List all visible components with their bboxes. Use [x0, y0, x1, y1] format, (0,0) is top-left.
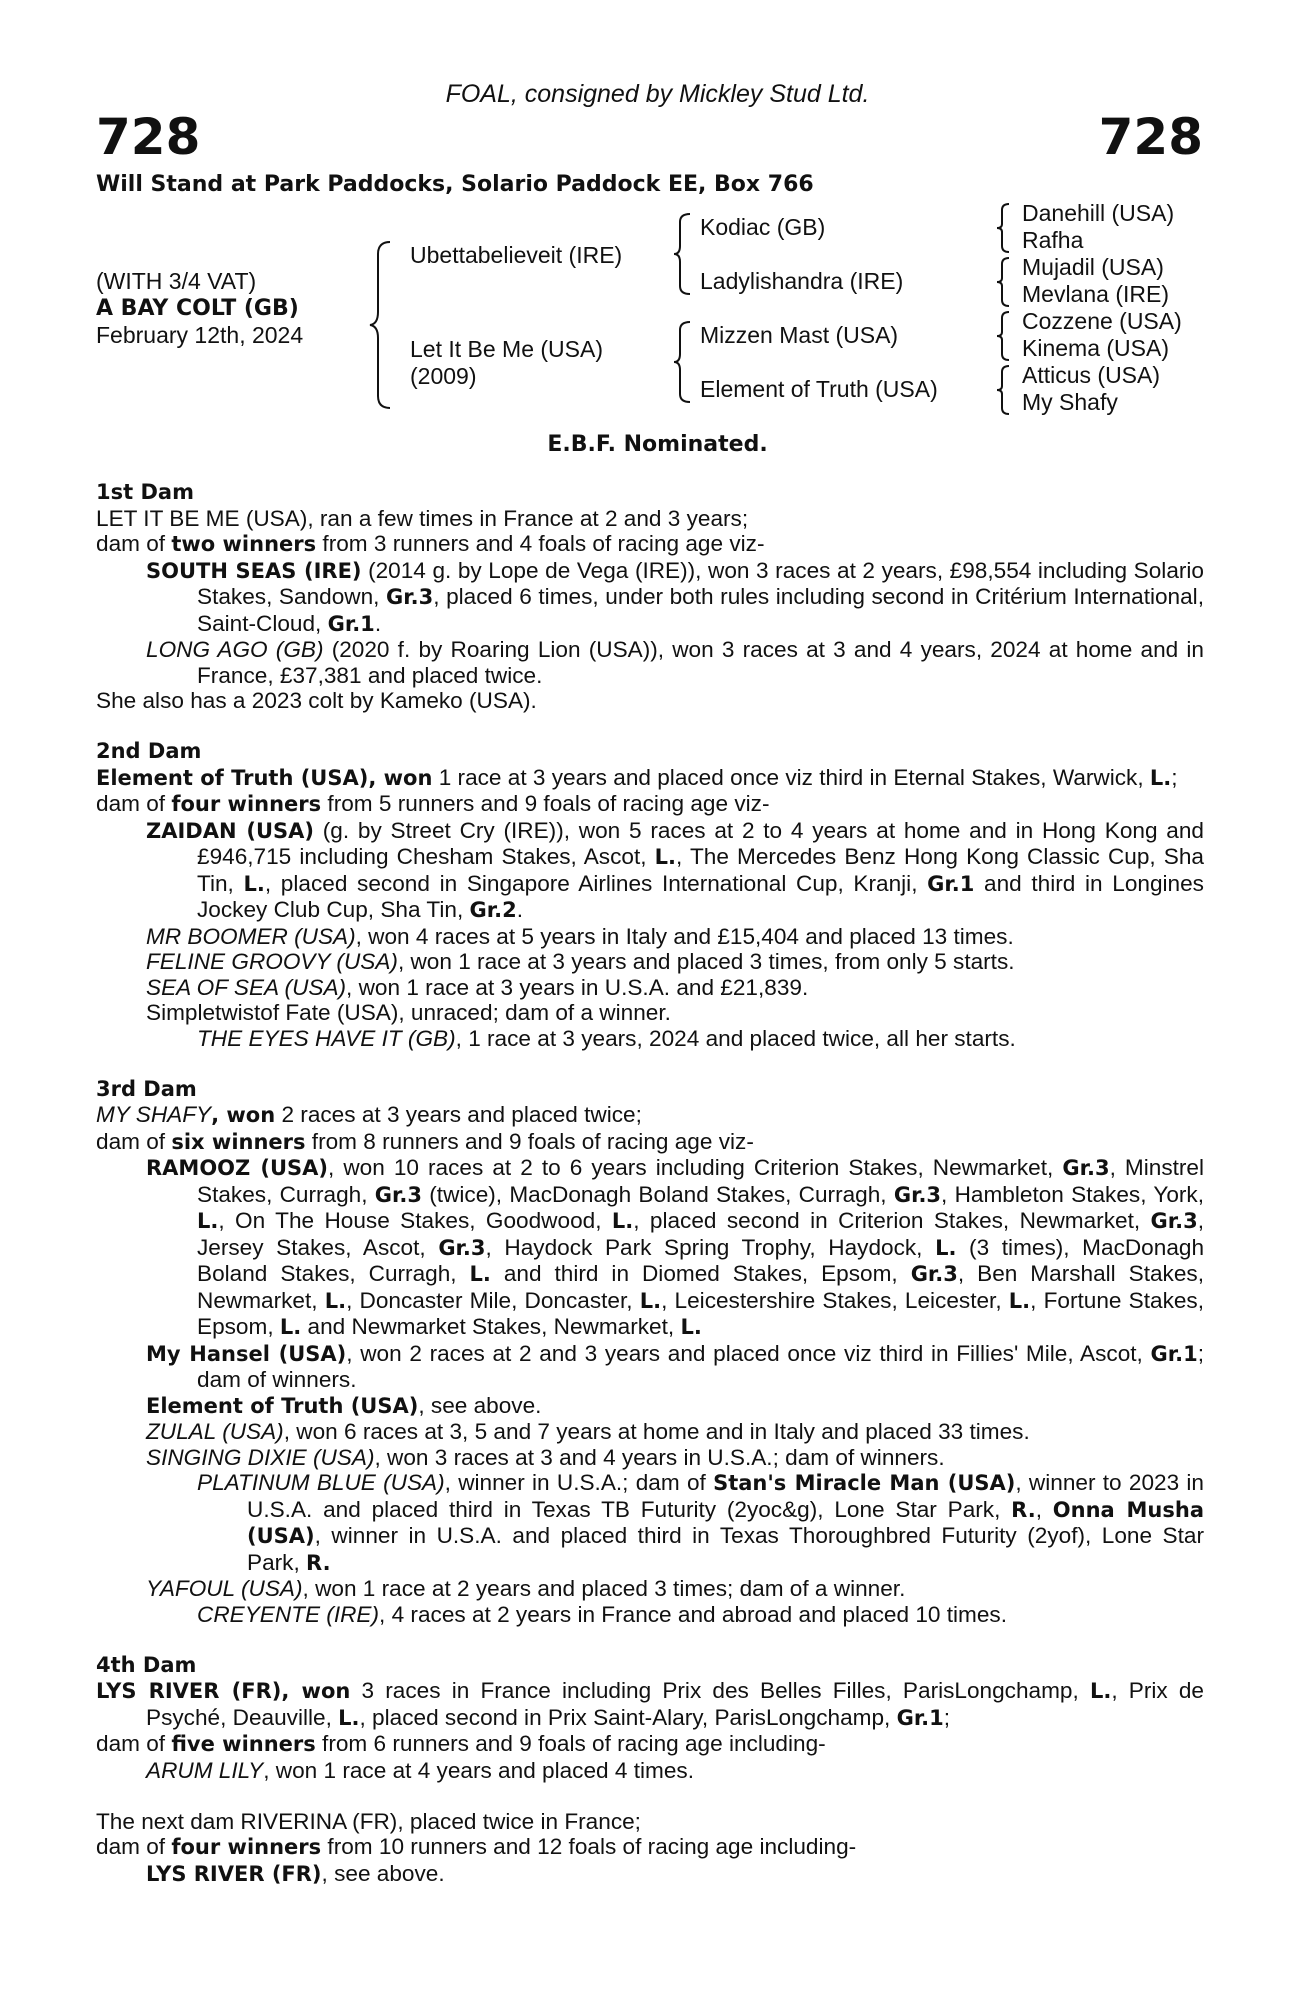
pedigree-brace-g4	[995, 364, 1013, 416]
horse-name: SINGING DIXIE (USA)	[146, 1444, 375, 1470]
pedigree-brace-g1	[995, 202, 1013, 254]
horse-name: RAMOOZ (USA)	[146, 1156, 328, 1180]
lot-number-left: 728	[96, 108, 201, 166]
third-dam-heading: 3rd Dam	[96, 1076, 197, 1101]
first-dam-intro: LET IT BE ME (USA), ran a few times in France at 2 and 3 years;	[96, 505, 749, 531]
second-dam-heading: 2nd Dam	[96, 739, 202, 763]
grand-produce-entry: THE EYES HAVE IT (GB), 1 race at 3 years, 2024 and placed twice, all her starts.	[197, 1025, 1016, 1051]
produce-entry: SEA OF SEA (USA), won 1 race at 3 years in U.S.A. and £21,839.	[146, 974, 809, 1000]
ancestor-g5: Cozzene (USA)	[1022, 308, 1182, 334]
sire-sire: Kodiac (GB)	[700, 214, 826, 240]
sire: Ubettabelieveit (IRE)	[410, 242, 623, 268]
produce-entry: ARUM LILY, won 1 race at 4 years and placed 4 times.	[146, 1757, 694, 1783]
second-dam-intro: Element of Truth (USA), won 1 race at 3 years and placed once viz third in Eternal Stakes, Warwick, L.;	[96, 764, 1178, 790]
ancestor-g8: My Shafy	[1022, 389, 1118, 415]
ancestor-g2: Rafha	[1022, 227, 1084, 253]
produce-entry: Element of Truth (USA), see above.	[146, 1392, 542, 1418]
catalogue-body	[96, 480, 1204, 1887]
pedigree-brace-g2	[995, 256, 1013, 308]
ancestor-g4: Mevlana (IRE)	[1022, 281, 1169, 307]
grand-produce-entry: PLATINUM BLUE (USA), winner in U.S.A.; dam of Stan's Miracle Man (USA), winner to 2023 in U.S.A. and placed third in Texas TB Futurity (2yoc&g), Lone Star Park, R., Onna Musha (USA), winner in U.S.A. and placed third in Texas Thoroughbred Futurity (2yof), Lone Star Park, R.	[197, 1470, 1205, 1575]
horse-name: CREYENTE (IRE)	[197, 1601, 380, 1627]
produce-entry: YAFOUL (USA), won 1 race at 2 years and placed 3 times; dam of a winner.	[146, 1576, 906, 1601]
horse-name: FELINE GROOVY (USA)	[146, 949, 398, 974]
produce-entry: Simpletwistof Fate (USA), unraced; dam of a winner.	[146, 1000, 671, 1025]
produce-entry: ZULAL (USA), won 6 races at 3, 5 and 7 years at home and in Italy and placed 33 times.	[146, 1419, 1030, 1444]
produce-entry: LONG AGO (GB) (2020 f. by Roaring Lion (USA)), won 3 races at 3 and 4 years, 2024 at home and in France, £37,381 and placed twice.	[146, 637, 1204, 688]
produce-entry: RAMOOZ (USA), won 10 races at 2 to 6 years including Criterion Stakes, Newmarket, Gr.3, Minstrel Stakes, Curragh, Gr.3 (twice), MacDonagh Boland Stakes, Curragh, Gr.3, Hambleton Stakes, York, L., On The House Stakes, Goodwood, L., placed second in Criterion Stakes, Newmarket, Gr.3, Jersey Stakes, Ascot, Gr.3, Haydock Park Spring Trophy, Haydock, L. (3 times), MacDonagh Boland Stakes, Curragh, L. and third in Diomed Stakes, Epsom, Gr.3, Ben Marshall Stakes, Newmarket, L., Doncaster Mile, Doncaster, L., Leicestershire Stakes, Leicester, L., Fortune Stakes, Epsom, L. and Newmarket Stakes, Newmarket, L.	[146, 1155, 1205, 1339]
stand-location: Will Stand at Park Paddocks, Solario Paddock EE, Box 766	[96, 172, 814, 197]
first-dam-also: She also has a 2023 colt by Kameko (USA).	[96, 688, 537, 713]
dam: Let It Be Me (USA)	[410, 336, 604, 362]
horse-name: LONG AGO (GB)	[146, 637, 324, 662]
pedigree-brace-main	[368, 240, 396, 410]
dam-sire: Mizzen Mast (USA)	[700, 322, 899, 348]
third-dam-section	[96, 1077, 1204, 1628]
third-dam-intro: MY SHAFY, won 2 races at 3 years and placed twice;	[96, 1102, 642, 1127]
next-dam-intro: The next dam RIVERINA (FR), placed twice in France;	[96, 1808, 641, 1834]
fourth-dam-section	[96, 1653, 1204, 1784]
foaling-date: February 12th, 2024	[96, 322, 304, 348]
pedigree-brace-sire	[672, 212, 694, 296]
horse-name: LYS RIVER (FR)	[146, 1861, 322, 1886]
subject-name: A BAY COLT (GB)	[96, 296, 299, 321]
sire-dam: Ladylishandra (IRE)	[700, 268, 904, 294]
pedigree-brace-g3	[995, 310, 1013, 362]
horse-name: ZULAL (USA)	[146, 1419, 284, 1444]
first-dam-heading: 1st Dam	[96, 480, 194, 504]
horse-name: YAFOUL (USA)	[146, 1576, 303, 1601]
horse-name: THE EYES HAVE IT (GB)	[197, 1025, 456, 1051]
next-dam-section	[96, 1809, 1204, 1888]
lot-number-right: 728	[1098, 108, 1203, 166]
produce-entry: My Hansel (USA), won 2 races at 2 and 3 years and placed once viz third in Fillies' Mile, Ascot, Gr.1; dam of winners.	[146, 1340, 1204, 1392]
produce-entry: ZAIDAN (USA) (g. by Street Cry (IRE)), won 5 races at 2 to 4 years at home and in Hong Kong and £946,715 including Chesham Stakes, Ascot, L., The Mercedes Benz Hong Kong Classic Cup, Sha Tin, L., placed second in Singapore Airlines International Cup, Kranji, Gr.1 and third in Longines Jockey Club Cup, Sha Tin, Gr.2.	[146, 817, 1204, 922]
first-dam-section	[96, 480, 1204, 714]
fourth-dam-intro: LYS RIVER (FR), won 3 races in France including Prix des Belles Filles, ParisLongchamp, L., Prix de Psyché, Deauville, L., placed second in Prix Saint-Alary, ParisLongchamp, Gr.1;	[96, 1678, 1204, 1730]
ancestor-g3: Mujadil (USA)	[1022, 254, 1164, 280]
dam-year: (2009)	[410, 363, 477, 389]
horse-name: Element of Truth (USA)	[146, 1393, 419, 1418]
dam-dam: Element of Truth (USA)	[700, 376, 938, 402]
ancestor-g6: Kinema (USA)	[1022, 335, 1169, 361]
horse-name: MR BOOMER (USA)	[146, 923, 356, 949]
produce-entry: SINGING DIXIE (USA), won 3 races at 3 and 4 years in U.S.A.; dam of winners.	[146, 1444, 945, 1470]
pedigree-brace-dam	[672, 320, 694, 404]
horse-name: My Hansel (USA)	[146, 1341, 347, 1366]
horse-name: SEA OF SEA (USA)	[146, 974, 347, 1000]
first-dam-produce-summary: dam of two winners from 3 runners and 4 foals of racing age viz-	[96, 531, 765, 556]
ancestor-g7: Atticus (USA)	[1022, 362, 1161, 388]
vat-note: (WITH 3/4 VAT)	[96, 268, 257, 294]
ebf-nominated: E.B.F. Nominated.	[547, 432, 768, 457]
produce-entry: MR BOOMER (USA), won 4 races at 5 years in Italy and £15,404 and placed 13 times.	[146, 923, 1014, 949]
horse-name: ZAIDAN (USA)	[146, 818, 314, 843]
fourth-dam-produce-summary: dam of five winners from 6 runners and 9 foals of racing age including-	[96, 1731, 826, 1756]
produce-entry: SOUTH SEAS (IRE) (2014 g. by Lope de Vega (IRE)), won 3 races at 2 years, £98,554 including Solario Stakes, Sandown, Gr.3, placed 6 times, under both rules including second in Critérium International, Saint-Cloud, Gr.1.	[146, 557, 1204, 636]
second-dam-produce-summary: dam of four winners from 5 runners and 9 foals of racing age viz-	[96, 791, 770, 816]
ancestor-g1: Danehill (USA)	[1022, 200, 1175, 226]
third-dam-produce-summary: dam of six winners from 8 runners and 9 foals of racing age viz-	[96, 1128, 754, 1154]
next-dam-produce-summary: dam of four winners from 10 runners and 12 foals of racing age including-	[96, 1834, 857, 1859]
produce-entry: FELINE GROOVY (USA), won 1 race at 3 years and placed 3 times, from only 5 starts.	[146, 949, 1015, 974]
produce-entry: LYS RIVER (FR), see above.	[146, 1860, 445, 1886]
consignor-line: FOAL, consigned by Mickley Stud Ltd.	[445, 80, 870, 108]
horse-name: SOUTH SEAS (IRE)	[146, 558, 362, 583]
grand-produce-entry: CREYENTE (IRE), 4 races at 2 years in France and abroad and placed 10 times.	[197, 1601, 1008, 1627]
horse-name: PLATINUM BLUE (USA)	[197, 1470, 445, 1495]
horse-name: ARUM LILY	[146, 1757, 264, 1783]
second-dam-section	[96, 739, 1204, 1051]
fourth-dam-heading: 4th Dam	[96, 1652, 197, 1677]
